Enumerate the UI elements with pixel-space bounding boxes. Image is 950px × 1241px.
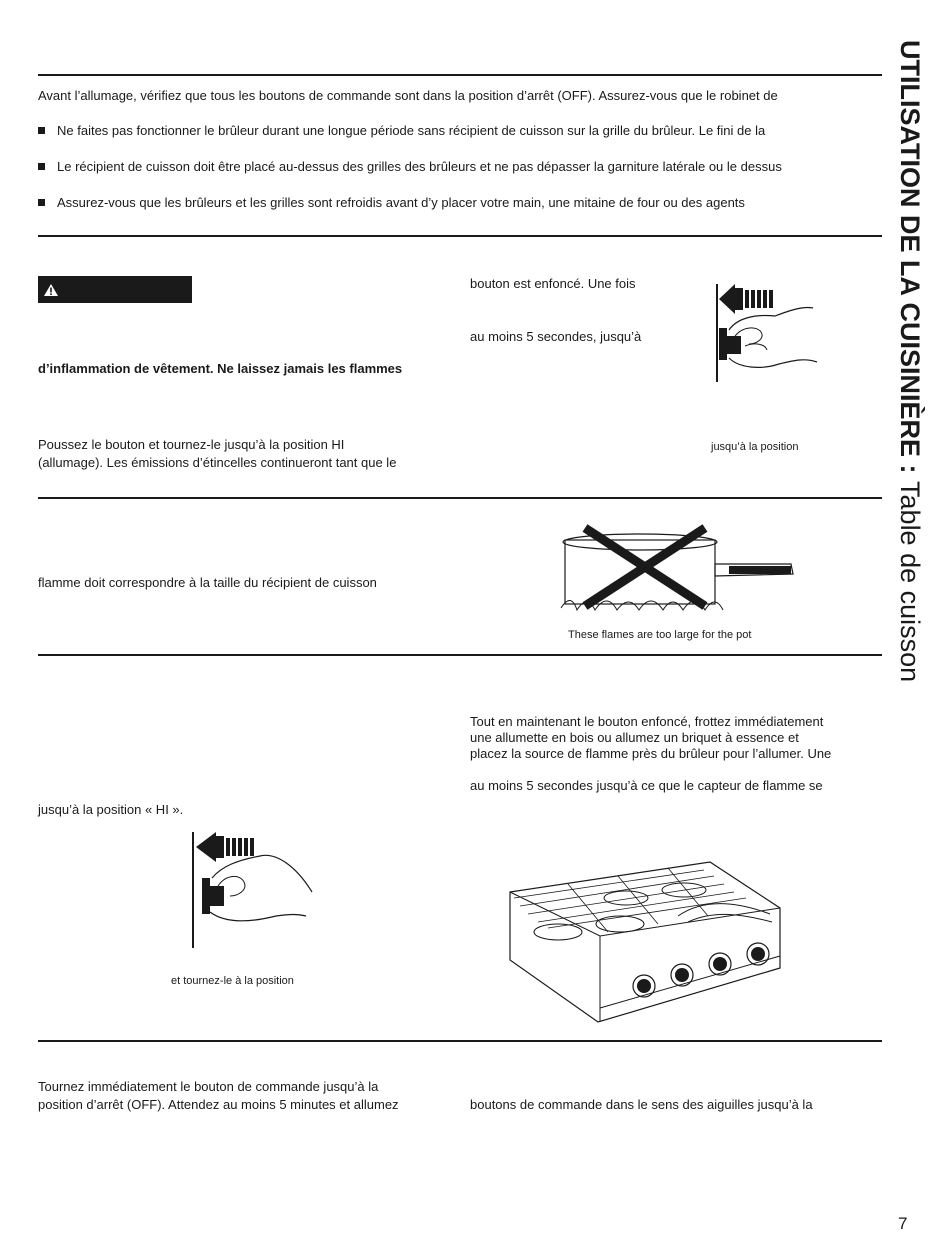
warning-banner bbox=[38, 276, 192, 303]
flame-size-text: flamme doit correspondre à la taille du récipient de cuisson bbox=[38, 575, 377, 590]
side-title-bold: UTILISATION DE LA CUISINIÈRE : bbox=[895, 40, 925, 474]
warning-triangle-icon bbox=[44, 284, 58, 297]
figure-caption: et tournez-le à la position bbox=[171, 975, 294, 987]
section-divider bbox=[38, 74, 882, 76]
oversized-flames-illustration bbox=[555, 522, 795, 622]
intro-text: Avant l’allumage, vérifiez que tous les boutons de commande sont dans la position d’arrêt (OFF). Assurez-vous que le robinet de bbox=[38, 88, 778, 103]
section-divider bbox=[38, 654, 882, 656]
knob-push-illustration bbox=[705, 280, 845, 390]
bullet-item: Assurez-vous que les brûleurs et les grilles sont refroidis avant d’y placer votre main, une mitaine de four ou des agents bbox=[38, 195, 745, 211]
figure-caption: These flames are too large for the pot bbox=[568, 629, 752, 641]
figure-caption: jusqu’à la position bbox=[711, 441, 799, 453]
bullet-square-icon bbox=[38, 127, 45, 134]
push-text-line: (allumage). Les émissions d’étincelles continueront tant que le bbox=[38, 455, 397, 470]
page-number: 7 bbox=[898, 1214, 908, 1233]
right-text-line: au moins 5 secondes, jusqu’à bbox=[470, 329, 642, 344]
side-title bbox=[893, 40, 927, 682]
section-divider bbox=[38, 497, 882, 499]
off-text-line: position d’arrêt (OFF). Attendez au moins 5 minutes et allumez bbox=[38, 1097, 399, 1112]
off-text-line: Tournez immédiatement le bouton de commande jusqu’à la bbox=[38, 1079, 379, 1094]
match-text-line: au moins 5 secondes jusqu’à ce que le capteur de flamme se bbox=[470, 778, 823, 793]
match-text-line: une allumette en bois ou allumez un briquet à essence et bbox=[470, 730, 799, 745]
match-text-line: placez la source de flamme près du brûleur pour l’allumer. Une bbox=[470, 746, 832, 761]
warning-text: d’inflammation de vêtement. Ne laissez jamais les flammes bbox=[38, 361, 403, 376]
side-title-regular: Table de cuisson bbox=[895, 481, 925, 683]
section-divider bbox=[38, 1040, 882, 1042]
push-text-line: Poussez le bouton et tournez-le jusqu’à la position HI bbox=[38, 437, 345, 452]
bullet-item: Ne faites pas fonctionner le brûleur durant une longue période sans récipient de cuisson sur la grille du brûleur. Le fini de la bbox=[38, 123, 765, 139]
bullet-square-icon bbox=[38, 199, 45, 206]
hi-position-text: jusqu’à la position « HI ». bbox=[38, 802, 184, 817]
cooktop-illustration bbox=[508, 858, 783, 1023]
bullet-square-icon bbox=[38, 163, 45, 170]
match-text-line: Tout en maintenant le bouton enfoncé, frottez immédiatement bbox=[470, 714, 824, 729]
bullet-item: Le récipient de cuisson doit être placé au-dessus des grilles des brûleurs et ne pas dépasser la garniture latérale ou le dessus bbox=[38, 159, 782, 175]
right-text-line: bouton est enfoncé. Une fois bbox=[470, 276, 636, 291]
clockwise-text: boutons de commande dans le sens des aiguilles jusqu’à la bbox=[470, 1097, 813, 1112]
section-divider bbox=[38, 235, 882, 237]
knob-push-illustration bbox=[180, 830, 320, 950]
